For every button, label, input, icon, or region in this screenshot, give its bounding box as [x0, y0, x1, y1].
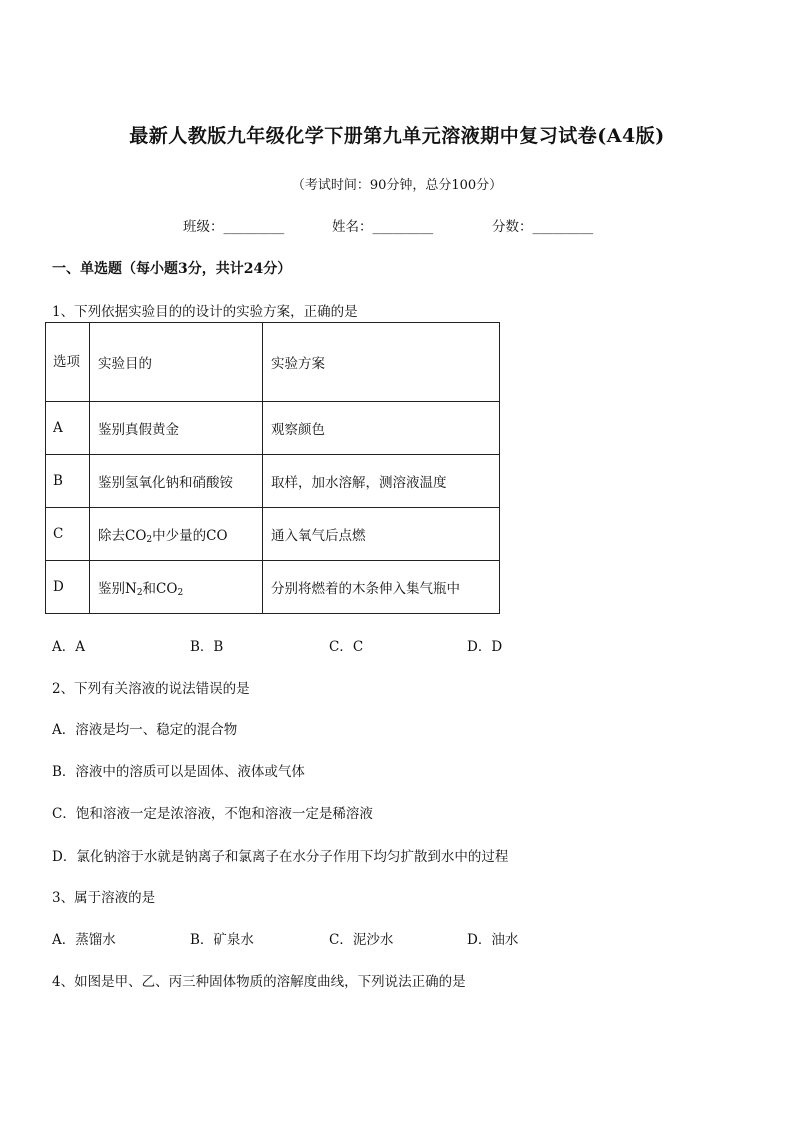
row-purpose: 鉴别真假黄金: [90, 402, 263, 455]
row-option: A: [46, 402, 90, 455]
question-3-stem: 3、属于溶液的是: [52, 890, 156, 906]
table-row: [46, 402, 500, 455]
subscript: 2: [177, 587, 184, 598]
row-plan: 通入氧气后点燃: [263, 508, 500, 561]
section-heading: 一、单选题（每小题3分，共计24分）: [52, 261, 292, 277]
formula-text: 鉴别N: [98, 580, 137, 597]
row-plan: 观察颜色: [263, 402, 500, 455]
class-field: 班级：_________: [183, 219, 285, 235]
q3-choice-c: C．泥沙水: [329, 932, 394, 948]
row-option: C: [46, 508, 90, 561]
row-plan: 分别将燃着的木条伸入集气瓶中: [263, 561, 500, 614]
formula-text: 中少量的CO: [152, 527, 228, 544]
table-header-option: 选项: [46, 323, 90, 402]
table-row: [46, 508, 500, 561]
q3-choice-b: B．矿泉水: [190, 932, 254, 948]
question-2-stem: 2、下列有关溶液的说法错误的是: [52, 681, 250, 697]
q3-choice-d: D．油水: [467, 932, 519, 948]
table-row: [46, 561, 500, 614]
q2-choice-d: D．氯化钠溶于水就是钠离子和氯离子在水分子作用下均匀扩散到水中的过程: [52, 849, 509, 865]
question-1-table: [45, 322, 500, 614]
row-purpose: 鉴别氢氧化钠和硝酸铵: [90, 455, 263, 508]
q2-choice-a: A．溶液是均一、稳定的混合物: [52, 722, 238, 738]
row-purpose: [90, 561, 263, 614]
q1-choice-c: C．C: [329, 639, 364, 655]
row-option: B: [46, 455, 90, 508]
formula-text: 除去CO: [98, 527, 147, 544]
row-option: D: [46, 561, 90, 614]
table-header-plan: 实验方案: [263, 323, 500, 402]
table-row: [46, 455, 500, 508]
q1-choice-a: A．A: [52, 639, 85, 655]
subscript: 2: [146, 534, 153, 545]
q1-choice-b: B．B: [190, 639, 224, 655]
name-field: 姓名：_________: [332, 219, 434, 235]
subscript: 2: [136, 587, 143, 598]
question-1-stem: 1、下列依据实验目的的设计的实验方案，正确的是: [52, 304, 358, 320]
table-header-purpose: 实验目的: [90, 323, 263, 402]
row-purpose: [90, 508, 263, 561]
exam-duration-note: （考试时间：90分钟，总分100分）: [291, 178, 503, 193]
score-field: 分数：_________: [492, 219, 594, 235]
page-title: 最新人教版九年级化学下册第九单元溶液期中复习试卷(A4版): [129, 125, 665, 147]
formula-text: 和CO: [142, 580, 178, 597]
q3-choice-a: A．蒸馏水: [52, 932, 116, 948]
question-4-stem: 4、如图是甲、乙、丙三种固体物质的溶解度曲线，下列说法正确的是: [52, 974, 466, 990]
q2-choice-b: B．溶液中的溶质可以是固体、液体或气体: [52, 764, 305, 780]
row-plan: 取样，加水溶解，测溶液温度: [263, 455, 500, 508]
table-header-row: [46, 323, 500, 402]
q2-choice-c: C．饱和溶液一定是浓溶液，不饱和溶液一定是稀溶液: [52, 806, 373, 822]
q1-choice-d: D．D: [467, 639, 503, 655]
